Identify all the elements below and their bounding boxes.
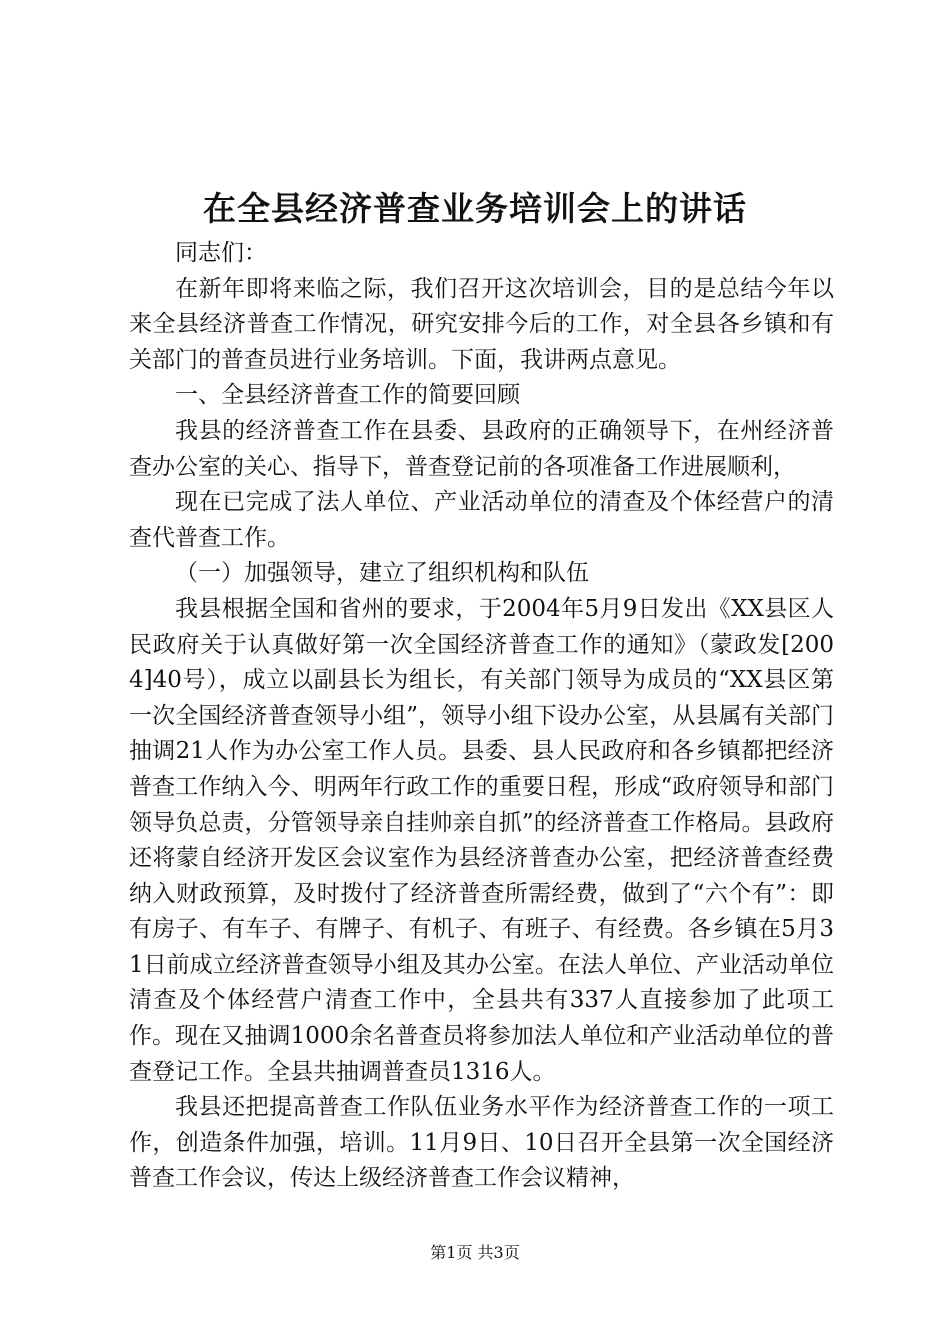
paragraph: 现在已完成了法人单位、产业活动单位的清查及个体经营户的清查代普查工作。 — [129, 489, 834, 551]
salutation: 同志们： — [175, 240, 267, 266]
paragraph: 我县还把提高普查工作队伍业务水平作为经济普查工作的一项工作，创造条件加强，培训。11月9日、10日召开全县第一次全国经济普查工作会议，传达上级经济普查工作会议精神， — [129, 1094, 834, 1192]
subsection-heading-1: （一）加强领导，建立了组织机构和队伍 — [175, 560, 589, 587]
paragraph-intro: 在新年即将来临之际，我们召开这次培训会，目的是总结今年以来全县经济普查工作情况，研究安排今后的工作，对全县各乡镇和有关部门的普查员进行业务培训。下面，我讲两点意见。 — [129, 275, 834, 373]
paragraph: 我县的经济普查工作在县委、县政府的正确领导下，在州经济普查办公室的关心、指导下，普查登记前的各项准备工作进展顺利， — [129, 417, 834, 480]
document-body — [129, 236, 834, 1197]
paragraph: 我县根据全国和省州的要求，于2004年5月9日发出《XX县区人民政府关于认真做好第一次全国经济普查工作的通知》（蒙政发[2004]40号），成立以副县长为组长，有关部门领导为成员的“XX县区第一次全国经济普查领导小组”，领导小组下设办公室，从县属有关部门抽调21人作为办公室工作人员。县委、县人民政府和各乡镇都把经济普查工作纳入今、明两年行政工作的重要日程，形成“政府领导和部门领导负总责，分管领导亲自挂帅亲自抓”的经济普查工作格局。县政府还将蒙自经济开发区会议室作为县经济普查办公室，把经济普查经费纳入财政预算，及时拨付了经济普查所需经费，做到了“六个有”：即有房子、有车子、有牌子、有机子、有班子、有经费。各乡镇在5月31日前成立经济普查领导小组及其办公室。在法人单位、产业活动单位清查及个体经营户清查工作中，全县共有337人直接参加了此项工作。现在又抽调1000余名普查员将参加法人单位和产业活动单位的普查登记工作。全县共抽调普查员1316人。 — [129, 595, 834, 1085]
document-title: 在全县经济普查业务培训会上的讲话 — [203, 189, 747, 228]
section-heading-1: 一、全县经济普查工作的简要回顾 — [175, 382, 520, 409]
page-number: 第1页 共3页 — [430, 1243, 520, 1262]
